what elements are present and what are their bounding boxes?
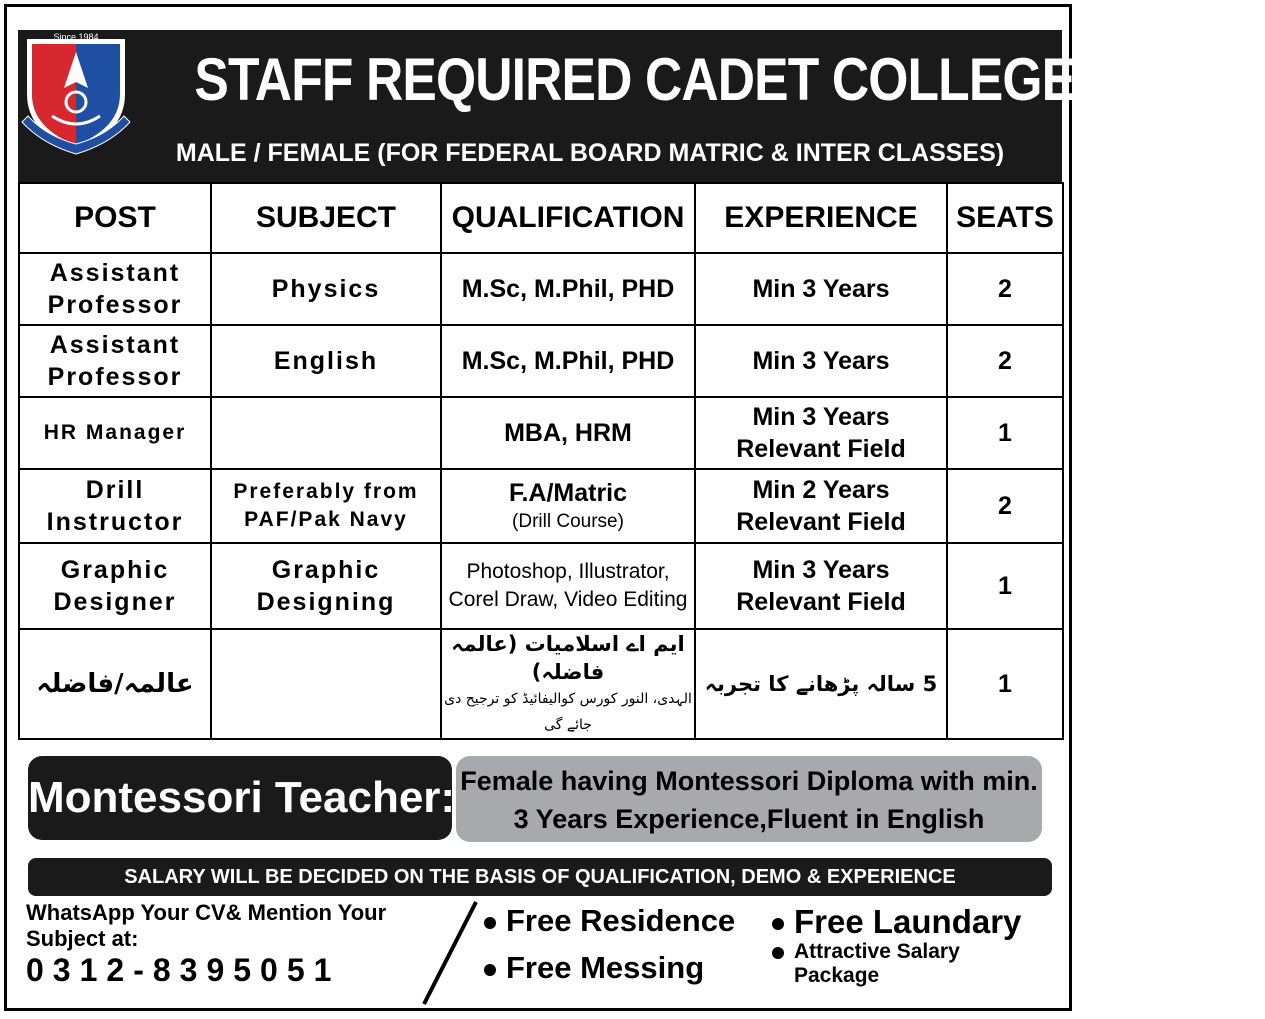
montessori-description: Female having Montessori Diploma with min. 3 Years Experience,Fluent in English [456,756,1042,842]
positions-table [18,182,1064,740]
page-title: STAFF REQUIRED CADET COLLEGE JHANG [194,46,1265,113]
experience-cell [695,469,947,543]
bullet-icon [484,917,496,929]
table-row [19,253,1063,325]
post-cell: Graphic Designer [19,543,211,629]
post-cell: HR Manager [19,397,211,469]
table-row [19,469,1063,543]
seats-cell: 2 [947,469,1063,543]
experience-note: Relevant Field [736,508,906,536]
post-cell: Assistant Professor [19,253,211,325]
experience-value: Min 3 Years [752,403,890,431]
page-subtitle: MALE / FEMALE (FOR FEDERAL BOARD MATRIC & INTER CLASSES) [175,139,1005,167]
table-header-row [19,183,1063,253]
header-qualification: QUALIFICATION [441,183,695,253]
header-experience: EXPERIENCE [695,183,947,253]
bullet-icon [772,918,784,930]
college-crest-logo [22,32,130,154]
montessori-label: Montessori Teacher: [28,756,452,840]
experience-cell [695,397,947,469]
perk-free-messing: Free Messing [484,950,704,986]
experience-note: Relevant Field [736,588,906,616]
logo-since-text: Since 1984 [53,32,99,42]
experience-cell: Min 3 Years [695,253,947,325]
experience-note: Relevant Field [736,435,906,463]
seats-cell: 2 [947,253,1063,325]
bullet-icon [484,964,496,976]
perk-free-residence: Free Residence [484,903,735,939]
experience-cell: Min 3 Years [695,325,947,397]
subject-cell: Graphic Designing [211,543,441,629]
qualification-note: (Drill Course) [512,511,624,532]
qualification-cell [441,469,695,543]
bullet-icon [772,947,784,959]
qualification-cell [441,629,695,739]
table-row [19,325,1063,397]
post-cell: Drill Instructor [19,469,211,543]
subject-cell [211,397,441,469]
phone-number: 0312-8395051 [26,952,341,988]
subject-cell: Preferably from PAF/Pak Navy [211,469,441,543]
contact-instruction: WhatsApp Your CV& Mention Your Subject at: [26,900,387,951]
experience-cell [695,543,947,629]
qualification-cell: MBA, HRM [441,397,695,469]
table-row [19,543,1063,629]
perk-free-laundry: Free Laundary [772,903,1021,941]
experience-cell: 5 سالہ پڑھانے کا تجربہ [695,629,947,739]
subject-cell: Physics [211,253,441,325]
qualification-value: ایم اے اسلامیات (عالمہ فاضلہ) [451,632,685,684]
table-row [19,397,1063,469]
subject-cell: English [211,325,441,397]
header-post: POST [19,183,211,253]
seats-cell: 1 [947,543,1063,629]
experience-value: Min 3 Years [752,556,890,584]
qualification-value: F.A/Matric [508,479,628,507]
seats-cell: 1 [947,629,1063,739]
table-row [19,629,1063,739]
perk-attractive-salary: Attractive Salary Package [772,940,1012,988]
post-cell: Assistant Professor [19,325,211,397]
experience-value: Min 2 Years [752,476,890,504]
header-seats: SEATS [947,183,1063,253]
qualification-cell: Photoshop, Illustrator, Corel Draw, Video Editing [441,543,695,629]
qualification-note: الہدی، النور کورس کوالیفائیڈ کو ترجیح دی جائے گی [444,691,692,733]
header-subject: SUBJECT [211,183,441,253]
subject-cell [211,629,441,739]
seats-cell: 2 [947,325,1063,397]
qualification-cell: M.Sc, M.Phil, PHD [441,253,695,325]
salary-banner: SALARY WILL BE DECIDED ON THE BASIS OF QUALIFICATION, DEMO & EXPERIENCE [28,858,1052,896]
post-cell: عالمہ/فاضلہ [19,629,211,739]
seats-cell: 1 [947,397,1063,469]
divider-slash [420,900,480,1006]
qualification-cell: M.Sc, M.Phil, PHD [441,325,695,397]
